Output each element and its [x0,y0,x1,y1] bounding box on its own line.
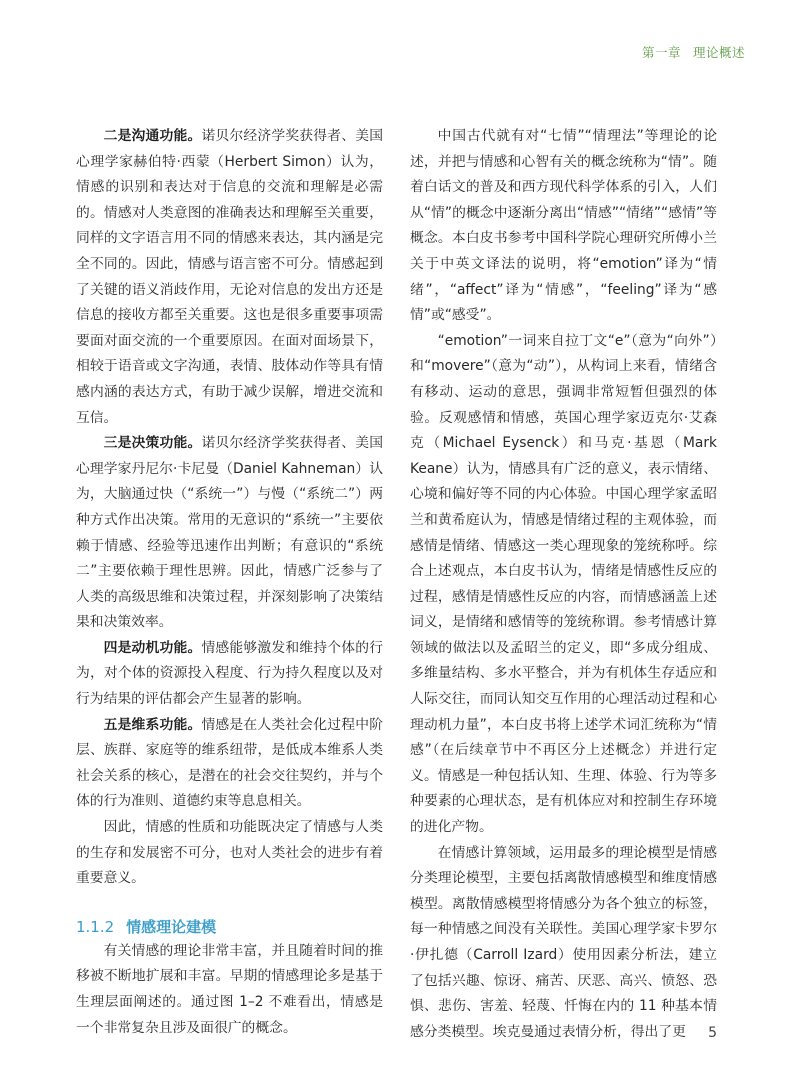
paragraph-communication [76,124,383,431]
paragraph-theory-intro: 有关情感的理论非常丰富，并且随着时间的推移被不断地扩展和丰富。早期的情感理论多是基于生理层面阐述的。通过图 1–2 不难看出，情感是一个非常复杂且涉及面很广的概念。 [76,942,383,1036]
section-number: 1.1.2 [76,917,115,936]
paragraph-emotion-models: 在情感计算领域，运用最多的理论模型是情感分类理论模型，主要包括离散情感模型和维度情感模型。离散情感模型将情感分为各个独立的标签，每一种情感之间没有关联性。美国心理学家卡罗尔·伊扎德（Carroll Izard）使用因素分析法，建立了包括兴趣、惊讶、痛苦、厌恶、高兴、愤怒、恐惧、悲伤、害羞、轻蔑、忏悔在内的 11 种基本情感分类模型。埃克曼通过表情分析，得出了更 [410,844,717,1040]
paragraph-motivation [76,636,383,713]
chapter-title: 理论概述 [692,45,745,60]
paragraph-chinese-concepts: 中国古代就有对“七情”“情理法”等理论的论述，并把与情感和心智有关的概念统称为“情”。随着白话文的普及和西方现代科学体系的引入，人们从“情”的概念中逐渐分离出“情感”“情绪”“感情”等概念。本白皮书参考中国科学院心理研究所傅小兰关于中英文译法的说明，将“emotion”译为“情绪”，“affect”译为“情感”，“feeling”译为“感情”或“感受”。 [410,128,717,324]
running-header [630,43,745,61]
section-heading [76,915,383,939]
paragraph-lead: 三是决策功能。 [103,435,202,452]
paragraph-text: 诺贝尔经济学奖获得者、美国心理学家赫伯特·西蒙（Herbert Simon）认为，情感的识别和表达对于信息的交流和理解是必需的。情感对人类意图的准确表达和理解至关重要，同样的文字语言用不同的情感来表达，其内涵是完全不同的。因此，情感与语言密不可分。情感起到了关键的语义消歧作用，无论对信息的发出方还是信息的接收方都至关重要。这也是很多重要事项需要面对面交流的一个重要原因。在面对面场景下，相较于语音或文字沟通，表情、肢体动作等具有情感内涵的表达方式，有助于减少误解，增进交流和互信。 [76,128,384,426]
left-column [76,124,383,1041]
paragraph-text: 情感能够激发和维持个体的行为，对个体的资源投入程度、行为持久程度以及对行为结果的评估都会产生显著的影响。 [76,639,384,708]
section-title: 情感理论建模 [126,917,217,936]
page-number: 5 [708,1025,717,1041]
paragraph-decision [76,431,383,636]
right-column [410,124,717,1045]
paragraph-lead: 四是动机功能。 [103,639,202,656]
paragraph-text: 诺贝尔经济学奖获得者、美国心理学家丹尼尔·卡尼曼（Daniel Kahneman）认为，大脑通过快（“系统一”）与慢（“系统二”）两种方式作出决策。常用的无意识的“系统一”主要依赖于情感、经验等迅速作出判断；有意识的“系统二”主要依赖于理性思辨。因此，情感广泛参与了人类的高级思维和决策过程，并深刻影响了决策结果和决策效率。 [76,435,384,631]
chapter-label: 第一章 [641,45,681,60]
paragraph-lead: 五是维系功能。 [103,716,202,733]
paragraph-lead: 二是沟通功能。 [103,128,202,144]
paragraph-maintenance [76,713,383,815]
paragraph-emotion-definition: “emotion”一词来自拉丁文“e”（意为“向外”）和“movere”（意为“动”），从构词上来看，情绪含有移动、运动的意思，强调非常短暂但强烈的体验。反观感情和情感，英国心理学家迈克尔·艾森克（Michael Eysenck）和马克·基恩（Mark Keane）认为，情感具有广泛的意义，表示情绪、心境和偏好等不同的内心体验。中国心理学家孟昭兰和黄希庭认为，情感是情绪过程的主观体验，而感情是情绪、情感这一类心理现象的笼统称呼。综合上述观点，本白皮书认为，情绪是情感性反应的过程，感情是情感性反应的内容，而情感涵盖上述词义，是情绪和感情等的笼统称谓。参考情感计算领域的做法以及孟昭兰的定义，即“多成分组成、多维量结构、多水平整合，并为有机体生存适应和人际交往，而同认知交互作用的心理活动过程和心理动机力量”，本白皮书将上述学术词汇统称为“情感”（在后续章节中不再区分上述概念）并进行定义。情感是一种包括认知、生理、体验、行为等多种要素的心理状态，是有机体应对和控制生存环境的进化产物。 [410,332,717,836]
paragraph-text: 情感是在人类社会化过程中阶层、族群、家庭等的维系纽带，是低成本维系人类社会关系的核心，是潜在的社会交往契约，并与个体的行为准则、道德约束等息息相关。 [76,716,384,810]
paragraph-conclusion: 因此，情感的性质和功能既决定了情感与人类的生存和发展密不可分，也对人类社会的进步有着重要意义。 [76,819,383,887]
